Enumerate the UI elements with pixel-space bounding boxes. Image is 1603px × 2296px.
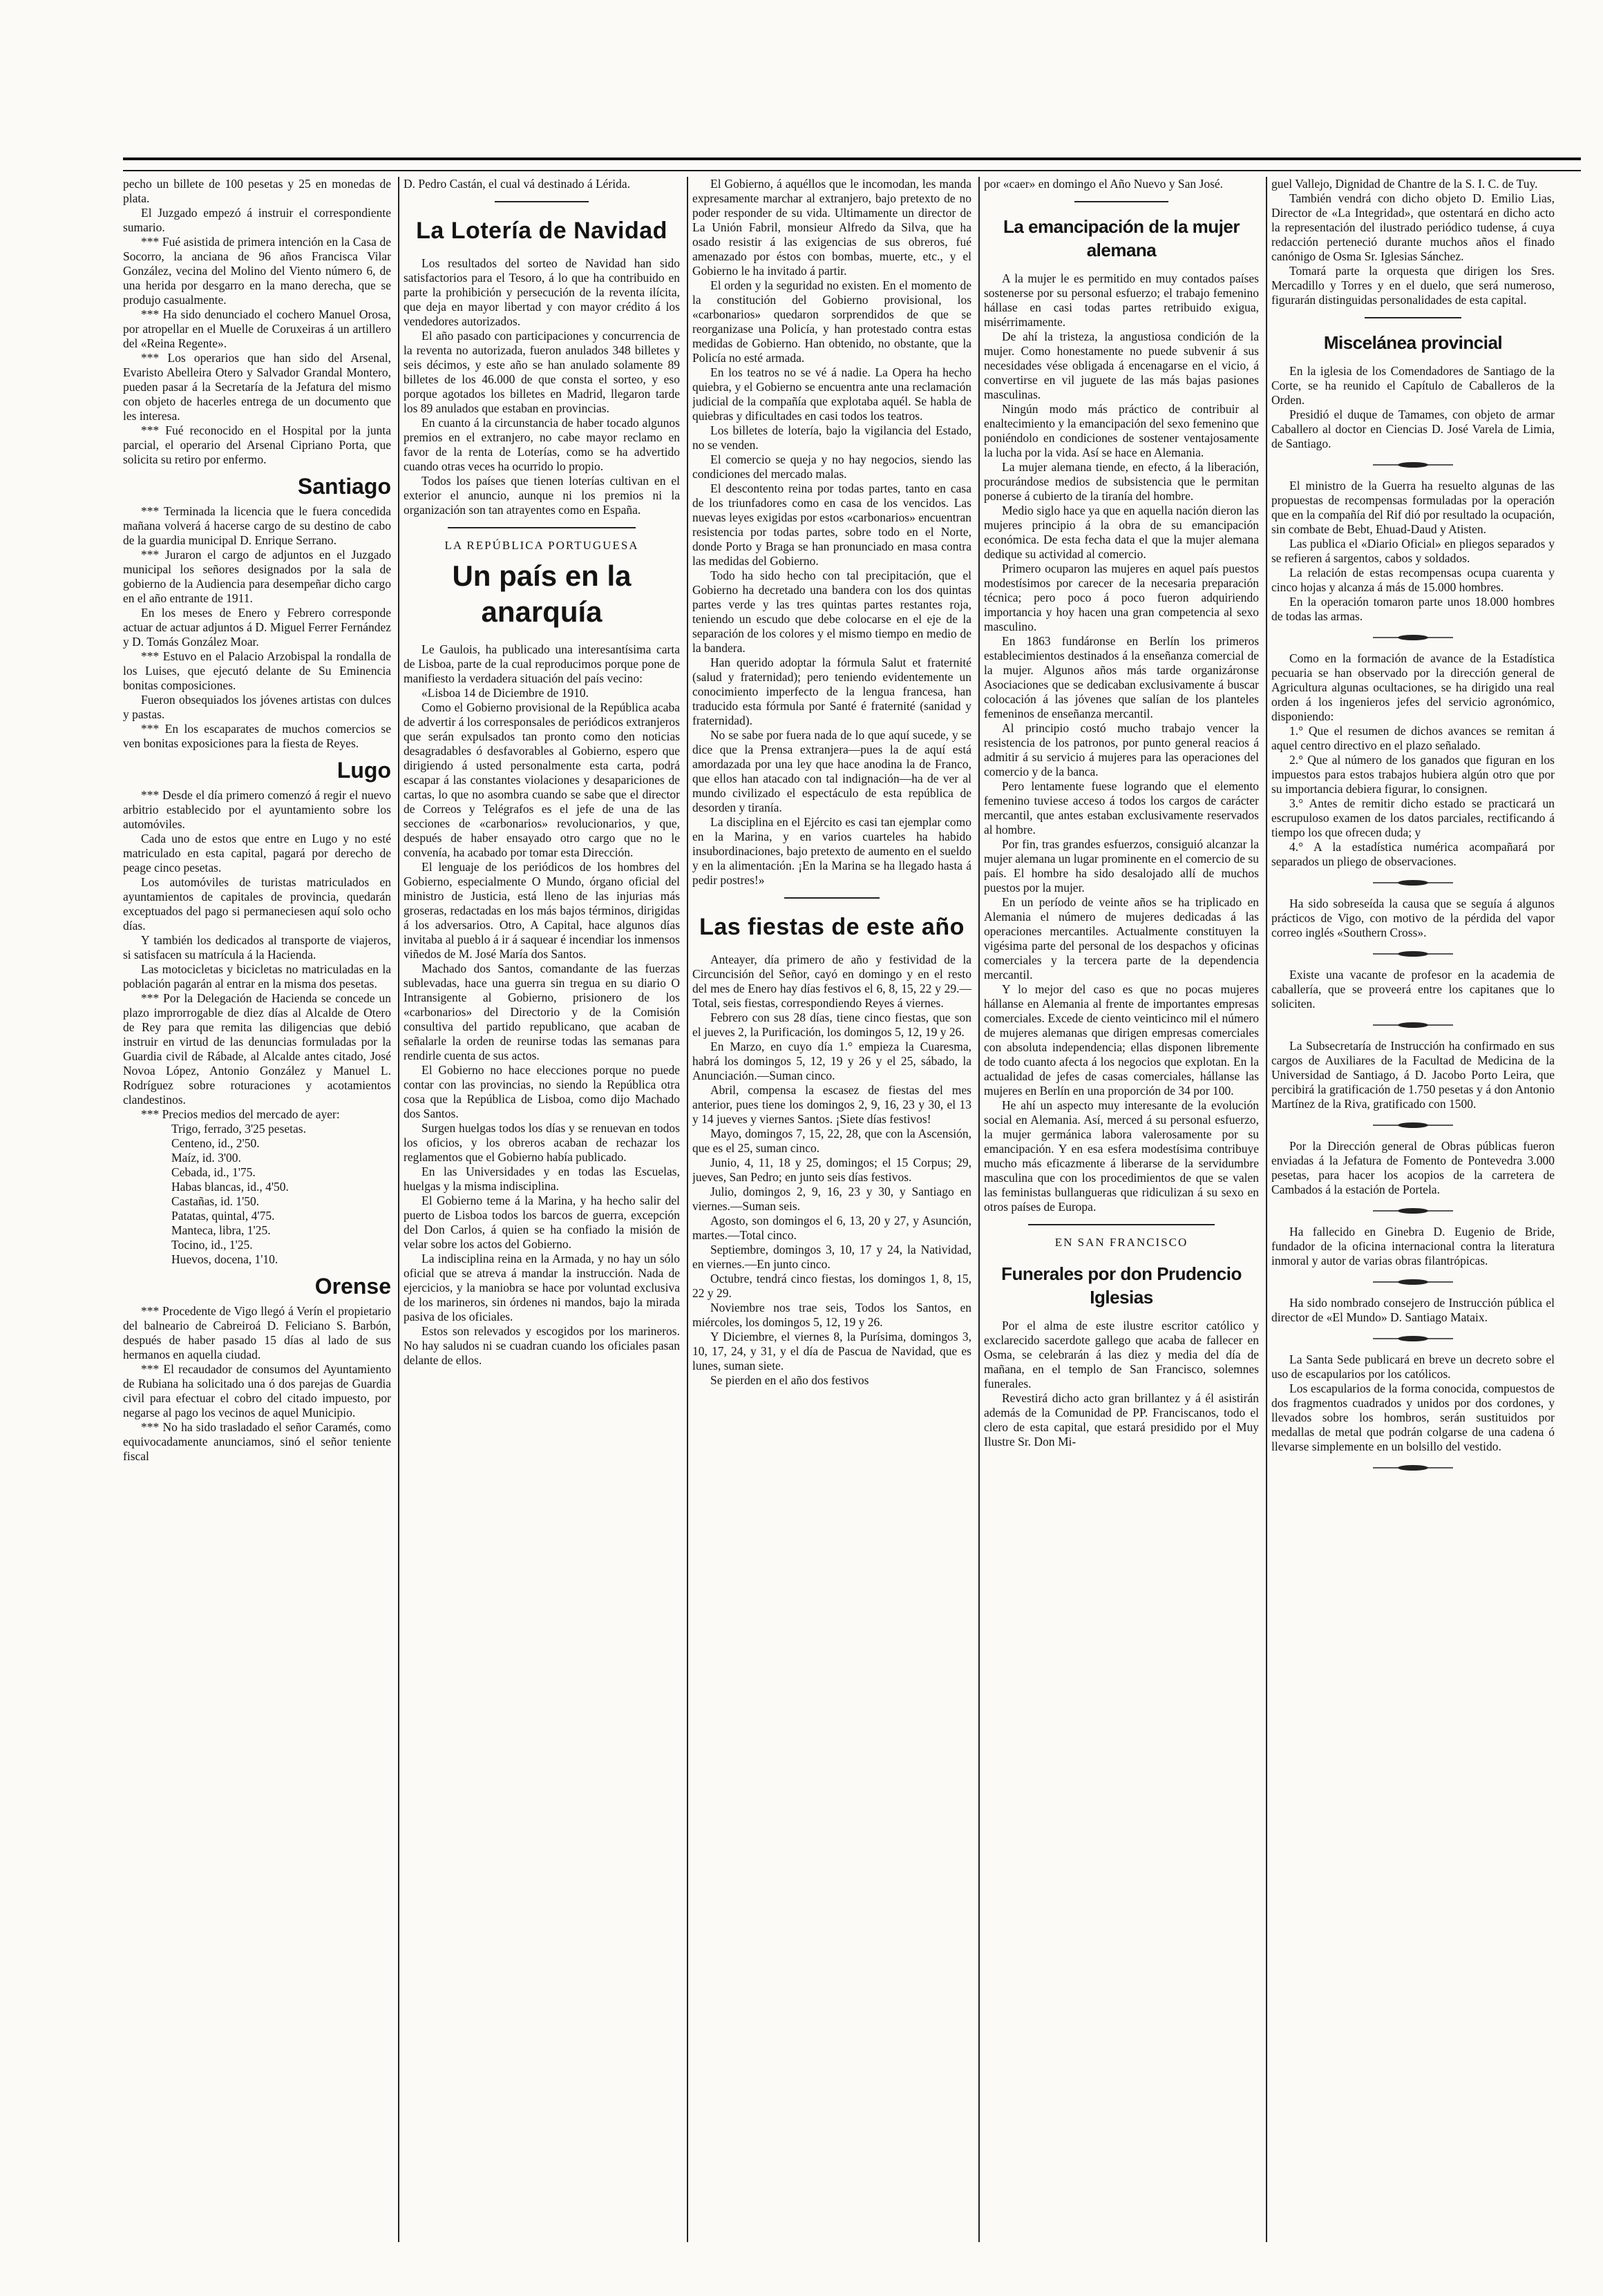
price-item: Maíz, id. 3'00. <box>171 1151 241 1165</box>
article-paragraph: guel Vallejo, Dignidad de Chantre de la S. I. C. de Tuy. <box>1271 177 1538 191</box>
price-item: Cebada, id., 1'75. <box>171 1165 256 1179</box>
article-paragraph: Ha fallecido en Ginebra D. Eugenio de Bride, fundador de la oficina internacional contra la literatura inmoral y autor de varias obras filantrópicas. <box>1271 1225 1555 1267</box>
article-paragraph: Como el Gobierno provisional de la República acaba de advertir á los corresponsales de periódicos extranjeros que serán expulsados tan pronto como den noticias desagradables ó desfavorables al Gobierno, espero que dirigiendo á usted personalmente esta carta, podrá escapar á las constantes violaciones y desapariciones de cartas, lo que no asombra cuando se sabe que el director de Correos y Telégrafos es el jefe de una de las secciones de «carbonarios» revolucionarios, y que, después de haber ensayado otro cargo que no le convenía, ha acabado por tomar esta Dirección. <box>404 700 680 859</box>
article-paragraph: La mujer alemana tiende, en efecto, á la liberación, procurándose medios de subsistencia que le permitan ponerse á cubierto de la tiranía del hombre. <box>984 460 1259 503</box>
news-item: *** No ha sido trasladado el señor Caramés, como equivocadamente anunciamos, sinó el señor teniente fiscal <box>123 1420 391 1463</box>
article-paragraph: 4.° A la estadística numérica acompañará por separados un pliego de observaciones. <box>1271 840 1555 868</box>
top-rule-thick <box>123 157 1581 160</box>
column-4 <box>984 177 1259 2256</box>
article-paragraph: Anteayer, día primero de año y festividad de la Circuncisión del Señor, cayó en domingo y en el resto del mes de Enero hay días festivos el 6, 8, 15, 22 y 29.—Total, seis fiestas, correspondiendo Reyes á viernes. <box>692 953 971 1010</box>
article-paragraph: Las motocicletas y bicicletas no matriculadas en la población pagarán al entrar en la misma dos pesetas. <box>123 962 391 991</box>
column-5 <box>1271 177 1555 2256</box>
article-paragraph: Existe una vacante de profesor en la academia de caballería, que se proveerá entre los capitanes que lo soliciten. <box>1271 968 1555 1011</box>
news-item: *** Procedente de Vigo llegó á Verín el propietario del balneario de Cabreiroá D. Feliciano S. Barbón, después de haber pasado 15 días al lado de sus hermanos en aquella ciudad. <box>123 1304 391 1361</box>
price-item: Trigo, ferrado, 3'25 pesetas. <box>171 1122 306 1136</box>
news-item: *** Fué reconocido en el Hospital por la junta parcial, el operario del Arsenal Cipriano Porta, que solicita su retiro por enfermo. <box>123 423 391 466</box>
price-item: Centeno, id., 2'50. <box>171 1136 260 1150</box>
article-paragraph: El Gobierno teme á la Marina, y ha hecho salir del puerto de Lisboa todos los barcos de guerra, excepción del Don Carlos, á quien se ha confiado la misión de velar sobre los actos del Gobierno. <box>404 1194 680 1251</box>
article-paragraph: En los meses de Enero y Febrero corresponde actuar de actuar adjuntos á D. Miguel Ferrer Fernández y D. Tomás González Moar. <box>123 606 391 649</box>
news-item: *** El recaudador de consumos del Ayuntamiento de Rubiana ha solicitado una ó dos parejas de Guardia civil para efectuar el cobro del citado impuesto, por negarse al pago los vecinos de aquel Municipio. <box>123 1362 391 1419</box>
article-paragraph: El descontento reina por todas partes, tanto en casa de los triunfadores como en casa de los vencidos. Las nuevas leyes exigidas por estos «carbonarios» encuentran resistencia por todas partes, sobre todo en el Norte, donde Porto y Braga se han pronunciado en masa contra las medidas del Gobierno. <box>692 481 971 568</box>
price-item: Castañas, id. 1'50. <box>171 1194 260 1208</box>
article-paragraph: Se pierden en el año dos festivos <box>710 1373 869 1387</box>
article-paragraph: Los resultados del sorteo de Navidad han sido satisfactorios para el Tesoro, á lo que ha contribuido en parte la prohibición y persecución de la reventa ilícita, que deja en mayor libertad y con mayor crédito á los vendedores autorizados. <box>404 256 680 328</box>
news-item: *** Estuvo en el Palacio Arzobispal la rondalla de los Luises, que ejecutó delante de Su Eminencia bonitas composiciones. <box>123 649 391 692</box>
news-item: *** Terminada la licencia que le fuera concedida mañana volverá á hacerse cargo de su destino de cabo de la guardia municipal D. Enrique Serrano. <box>123 504 391 547</box>
article-paragraph: En 1863 fundáronse en Berlín los primeros establecimientos destinados á la enseñanza comercial de la mujer. Algunos años más tarde organizáronse Asociaciones que se dedicaban exclusivamente á buscar colocación á las jóvenes que salían de los planteles femeninos de enseñanza mercantil. <box>984 634 1259 720</box>
article-paragraph: Surgen huelgas todos los días y se renuevan en todos los oficios, y los obreros acaban de rechazar los reglamentos que el Gobierno había publicado. <box>404 1121 680 1164</box>
article-paragraph: No se sabe por fuera nada de lo que aquí sucede, y se dice que la Prensa extranjera—pues la de aquí está amordazada por una ley que hace anodina la de Franco, que ellos han atacado con tal indignación—ha de ver al mundo civilizado el espectáculo de esta república de desorden y tiranía. <box>692 728 971 814</box>
article-paragraph: Agosto, son domingos el 6, 13, 20 y 27, y Asunción, martes.—Total cinco. <box>692 1214 971 1242</box>
news-item: *** Juraron el cargo de adjuntos en el Juzgado municipal los señores designados por la sala de gobierno de la Audiencia para desempeñar dicho cargo en el año entrante de 1911. <box>123 548 391 605</box>
article-paragraph: Julio, domingos 2, 9, 16, 23 y 30, y Santiago en viernes.—Suman seis. <box>692 1185 971 1213</box>
article-paragraph: Como en la formación de avance de la Estadística pecuaria se han observado por la dirección general de Agricultura algunas ocultaciones, se ha dirigido una real orden á los ingenieros jefes del servicio agronómico, disponiendo: <box>1271 651 1555 723</box>
article-paragraph: Al principio costó mucho trabajo vencer la resistencia de los patronos, por punto general reacios á admitir á su servicio á mujeres para las operaciones del comercio y de la banca. <box>984 721 1259 778</box>
article-paragraph: El Gobierno, á aquéllos que le incomodan, les manda expresamente marchar al extranjero, bajo pretexto de no poder responder de su vida. Ultimamente un director de La Unión Fabril, monsieur Alfredo da Silva, que ha osado resistir á las exigencias de sus obreros, fué amenazado por éstos con bombas, muerte, etc., y el Gobierno le ha invitado á partir. <box>692 177 971 278</box>
article-paragraph: 3.° Antes de remitir dicho estado se practicará un escrupuloso examen de los datos parciales, rectificando á tiempo los que ofrecen duda; y <box>1271 796 1555 839</box>
article-paragraph: Y Diciembre, el viernes 8, la Purísima, domingos 3, 10, 17, 24, y 31, y el día de Pascua de Navidad, que es lunes, suman siete. <box>692 1330 971 1372</box>
article-paragraph: En los teatros no se vé á nadie. La Opera ha hecho quiebra, y el Gobierno se encuentra ante una reclamación judicial de la compañía que explotaba aquél. Se habla de quiebras y dificultades en casi todos los teatros. <box>692 365 971 423</box>
ornament-divider-icon <box>1372 879 1454 887</box>
top-rule-thin <box>123 170 1581 171</box>
ornament-divider-icon <box>1372 1121 1454 1129</box>
letter-dateline: «Lisboa 14 de Diciembre de 1910. <box>421 686 589 700</box>
column-1 <box>123 177 391 2256</box>
price-item: Patatas, quintal, 4'75. <box>171 1209 275 1223</box>
article-paragraph: Y también los dedicados al transporte de viajeros, si satisfacen su matrícula á la Hacienda. <box>123 933 391 962</box>
market-price-list <box>123 1122 391 1267</box>
news-item: *** Los operarios que han sido del Arsenal, Evaristo Abelleira Otero y Salvador Grandal Montero, pueden pasar á la Secretaría de la Jefatura del mismo con objeto de hacerles entrega de un documento que les interesa. <box>123 351 391 423</box>
news-item: *** Ha sido denunciado el cochero Manuel Orosa, por atropellar en el Muelle de Coruxeiras á un artillero del «Reina Regente». <box>123 307 391 350</box>
separator-rule <box>1074 201 1168 202</box>
article-paragraph: En cuanto á la circunstancia de haber tocado algunos premios en el extranjero, no cabe mayor reclamo en favor de la renta de Loterías, como se ha advertido cuando otras veces ha ocurrido lo propio. <box>404 416 680 473</box>
headline-miscelanea: Miscelánea provincial <box>1323 332 1503 353</box>
article-paragraph: He ahí un aspecto muy interesante de la evolución social en Alemania. Así, merced á su personal esfuerzo, la mujer germánica labora valerosamente por su emancipación. Y en esa esfera modestísima contribuye mucho más eficazmente á liberarse de la servidumbre masculina que con los procedimientos de que se valen las feministas bullangueras que ridiculizan á su sexo en otros países de Europa. <box>984 1098 1259 1214</box>
column-divider <box>1266 177 1267 2242</box>
article-paragraph: Pero lentamente fuese logrando que el elemento femenino tuviese acceso á todos los cargos de carácter mercantil, que antes estaban exclusivamente reservados al hombre. <box>984 779 1259 836</box>
article-paragraph: Los escapularios de la forma conocida, compuestos de dos fragmentos cuadrados y unidos por dos cordones, y llevados sobre los hombros, serán sustituidos por medallas de metal que podrán colgarse de una cadena ó llevarse simplemente en un bolsillo del vestido. <box>1271 1381 1555 1453</box>
article-paragraph: pecho un billete de 100 pesetas y 25 en monedas de plata. <box>123 177 391 205</box>
price-item: Habas blancas, id., 4'50. <box>171 1180 289 1194</box>
news-item: *** Precios medios del mercado de ayer: <box>141 1107 340 1121</box>
news-item: *** Desde el día primero comenzó á regir el nuevo arbitrio establecido por el ayuntamiento sobre los automóviles. <box>123 788 391 831</box>
article-paragraph: El lenguaje de los periódicos de los hombres del Gobierno, especialmente O Mundo, órgano oficial del ministro de Justicia, está lleno de las injurias más groseras, redactadas en los más bajos términos, dirigidas á los adversarios. Otro, A Capital, hace algunos días invitaba al pueblo á ir á saquear é incendiar los inmensos viñedos de M. José María dos Santos. <box>404 860 680 961</box>
article-paragraph: Por fin, tras grandes esfuerzos, consiguió alcanzar la mujer alemana un lugar prominente en el comercio de su país. El hombre ha sido desalojado allí de muchos puestos por la mujer. <box>984 837 1259 895</box>
article-paragraph: El orden y la seguridad no existen. En el momento de la constitución del Gobierno provisional, los «carbonarios» quedaron sorprendidos de que se reorganizase una Policía, y han protestado contra estas medidas de Gobierno. Han obtenido, no obstante, que la Policía no esté armada. <box>692 278 971 365</box>
news-item: *** En los escaparates de muchos comercios se ven bonitas exposiciones para la fiesta de Reyes. <box>123 722 391 750</box>
article-paragraph: 1.° Que el resumen de dichos avances se remitan á aquel centro directivo en el plazo señalado. <box>1271 724 1555 752</box>
headline-fiestas: Las fiestas de este año <box>699 914 965 940</box>
article-paragraph: El año pasado con participaciones y concurrencia de la reventa no autorizada, fueron anulados 348 billetes y seis décimos, y este año se han anulado solamente 89 billetes de los 46.000 de que consta el sorteo, y eso porque agotados los billetes en Madrid, llegaron tarde los 89 anulados que estaban en provincias. <box>404 329 680 415</box>
article-paragraph: Octubre, tendrá cinco fiestas, los domingos 1, 8, 15, 22 y 29. <box>692 1272 971 1300</box>
price-item: Huevos, docena, 1'10. <box>171 1252 278 1266</box>
column-divider <box>398 177 399 2242</box>
price-item: Manteca, libra, 1'25. <box>171 1223 271 1237</box>
section-heading-lugo: Lugo <box>336 758 391 783</box>
article-paragraph: Machado dos Santos, comandante de las fuerzas sublevadas, hace una guerra sin tregua en su diario O Intransigente al Gobierno, prisionero de los «carbonarios» del Directorio y de la Comisión consultiva del partido republicano, que acaban de señalarle la orden de reunirse todas las semanas para rendirle cuenta de sus actos. <box>404 962 680 1062</box>
article-paragraph: Todo ha sido hecho con tal precipitación, que el Gobierno ha decretado una bandera con los dos quintas partes verde y las tres quintas partes restantes roja, teniendo un escudo que debe colocarse en el eje de la separación de los colores y el mismo tiempo en medio de la bandera. <box>692 568 971 655</box>
article-paragraph: Revestirá dicho acto gran brillantez y á él asistirán además de la Comunidad de PP. Franciscanos, todo el clero de esta capital, que estará presidido por el Muy Ilustre Sr. Don Mi- <box>984 1391 1259 1448</box>
article-paragraph: Mayo, domingos 7, 15, 22, 28, que con la Ascensión, que es el 25, suman cinco. <box>692 1127 971 1155</box>
article-paragraph: Y lo mejor del caso es que no pocas mujeres hállanse en Alemania al frente de importantes empresas comerciales. Excede de ciento veinticinco mil el número de mujeres alemanas que dirigen empresas comerciales con absoluta independencia; ellas disponen libremente de todo cuanto afecta á los negocios que explotan. En la actualidad de jefes de casas comerciales, hállanse las mujeres en Berlín en una proporción de 34 por 100. <box>984 982 1259 1098</box>
article-paragraph: Septiembre, domingos 3, 10, 17 y 24, la Natividad, en viernes.—En junto cinco. <box>692 1243 971 1271</box>
article-paragraph: Ha sido sobreseída la causa que se seguía á algunos prácticos de Vigo, con motivo de la pérdida del vapor correo inglés «Southern Cross». <box>1271 897 1555 939</box>
article-paragraph: Por el alma de este ilustre escritor católico y exclarecido sacerdote gallego que acaba de fallecer en Osma, se celebrarán á las diez y media del día de mañana, en el templo de San Francisco, solemnes funerales. <box>984 1319 1259 1390</box>
article-paragraph: Ha sido nombrado consejero de Instrucción pública el director de «El Mundo» D. Santiago Mataix. <box>1271 1296 1555 1324</box>
column-divider <box>978 177 980 2242</box>
article-paragraph: Por la Dirección general de Obras públicas fueron enviadas á la Jefatura de Fomento de Pontevedra 3.000 pesetas, para hacer los acopios de la carretera de Cambados á la estación de Portela. <box>1271 1139 1555 1196</box>
article-paragraph: De ahí la tristeza, la angustiosa condición de la mujer. Como honestamente no puede subvenir á sus necesidades vése obligada á encenagarse en el vicio, á convertirse en vil juguete de las más bajas pasiones masculinas. <box>984 329 1259 401</box>
headline-funerales: Funerales por don Prudencio Iglesias <box>1001 1263 1242 1308</box>
headline-mujer-alemana: La emancipación de la mujer alemana <box>1003 216 1240 260</box>
ornament-divider-icon <box>1372 1464 1454 1472</box>
article-paragraph: Todos los países que tienen loterías cultivan en el exterior el anuncio, aunque ni los premios ni la organización son tan atrayentes como en España. <box>404 474 680 517</box>
article-paragraph: También vendrá con dicho objeto D. Emilio Lias, Director de «La Integridad», que ostentará en dicho acto la representación del ilustrado periódico tudense, á cuya redacción perteneció durante muchos años el finado canónigo de Osma Sr. Iglesias Sánchez. <box>1271 191 1555 263</box>
ornament-divider-icon <box>1372 633 1454 642</box>
ornament-divider-icon <box>1372 1021 1454 1029</box>
ornament-divider-icon <box>1372 1207 1454 1215</box>
separator-rule <box>784 897 879 899</box>
article-paragraph: La Santa Sede publicará en breve un decreto sobre el uso de escapularios por los católicos. <box>1271 1352 1555 1381</box>
section-label-san-francisco: EN SAN FRANCISCO <box>1054 1236 1188 1249</box>
ornament-divider-icon <box>1372 950 1454 958</box>
article-paragraph: En la operación tomaron parte unos 18.000 hombres de todas las armas. <box>1271 595 1555 623</box>
section-heading-orense: Orense <box>314 1274 391 1299</box>
article-paragraph: El Gobierno no hace elecciones porque no puede contar con las provincias, no siendo la República otra cosa que la República de Lisboa, como dijo Machado dos Santos. <box>404 1063 680 1120</box>
article-paragraph: Estos son relevados y escogidos por los marineros. No hay saludos ni se cuadran cuando los oficiales pasan delante de ellos. <box>404 1324 680 1367</box>
article-paragraph: 2.° Que al número de los ganados que figuran en los impuestos para estos trabajos hubiera algún otro que por su importancia debiera figurar, lo consignen. <box>1271 753 1555 796</box>
section-label-republica: LA REPÚBLICA PORTUGUESA <box>444 539 639 552</box>
article-paragraph: La disciplina en el Ejército es casi tan ejemplar como en la Marina, y en varios cuarteles ha habido insubordinaciones, bajo pretexto de aumento en el sueldo y en la alimentación. ¡En la Marina se ha llegado hasta á pedir postres!» <box>692 815 971 887</box>
article-paragraph: Las publica el «Diario Oficial» en pliegos separados y se refieren á sargentos, cabos y soldados. <box>1271 537 1555 565</box>
article-paragraph: La relación de estas recompensas ocupa cuarenta y cinco hojas y alcanza á más de 15.000 hombres. <box>1271 566 1555 594</box>
article-paragraph: por «caer» en domingo el Año Nuevo y San José. <box>984 177 1224 191</box>
article-paragraph: Febrero con sus 28 días, tiene cinco fiestas, que son el jueves 2, la Purificación, los domingos 5, 12, 19 y 26. <box>692 1011 971 1039</box>
article-paragraph: D. Pedro Castán, el cual vá destinado á Lérida. <box>404 177 631 191</box>
separator-rule <box>495 201 589 202</box>
article-paragraph: Ningún modo más práctico de contribuir al enaltecimiento y la emancipación del sexo femenino que poniéndolo en condiciones de sostener ventajosamente la lucha por la vida. Así se hace en Alemania. <box>984 402 1259 459</box>
separator-rule <box>448 527 636 528</box>
article-paragraph: En un período de veinte años se ha triplicado en Alemania el número de mujeres dedicadas á las operaciones mercantiles. Actualmente constituyen la vigésima parte del personal de los despachos y oficinas comerciales y la tercera parte de la dependencia mercantil. <box>984 895 1259 982</box>
column-3 <box>692 177 971 2256</box>
article-paragraph: Los billetes de lotería, bajo la vigilancia del Estado, no se venden. <box>692 423 971 452</box>
headline-loteria: La Lotería de Navidad <box>416 218 667 244</box>
section-heading-santiago: Santiago <box>297 474 391 499</box>
article-paragraph: Presidió el duque de Tamames, con objeto de armar Caballero al doctor en Ciencias D. José Varela de Limia, de Santiago. <box>1271 408 1555 450</box>
article-paragraph: La indisciplina reina en la Armada, y no hay un sólo oficial que se atreva á mandar la instrucción. Nada de ejercicios, y la maniobra se hace por voluntad exclusiva de los marineros, sin órdenes ni mandos, bajo la mirada pasiva de los oficiales. <box>404 1252 680 1323</box>
article-paragraph: Han querido adoptar la fórmula Salut et fraternité (salud y fraternidad); pero teniendo evidentemente un conocimiento imperfecto de la lengua francesa, han traducido esta fórmula por Santé é fraternité (sanidad y fraternidad). <box>692 656 971 727</box>
separator-rule <box>1365 317 1461 318</box>
article-paragraph: Primero ocuparon las mujeres en aquel país puestos modestísimos por carecer de la necesaria preparación técnica; pero poco á poco fueron adquiriendo importancia y hoy hacen una gran competencia al sexo masculino. <box>984 562 1259 633</box>
article-paragraph: En las Universidades y en todas las Escuelas, huelgas y la misma indisciplina. <box>404 1165 680 1193</box>
article-paragraph: Cada uno de estos que entre en Lugo y no esté matriculado en esta capital, pagará por derecho de peage cinco pesetas. <box>123 832 391 874</box>
article-paragraph: La Subsecretaría de Instrucción ha confirmado en sus cargos de Auxiliares de la Facultad de Medicina de la Universidad de Santiago, á D. Jacobo Porto Leira, que percibirá la gratificación de 1.750 pesetas y á don Antonio Martínez de la Riva, gratificado con 1500. <box>1271 1039 1555 1111</box>
article-paragraph: Tomará parte la orquesta que dirigen los Sres. Mercadillo y Torres y en el duelo, que será numeroso, figurarán distinguidas personalidades de esta capital. <box>1271 264 1555 307</box>
article-paragraph: Medio siglo hace ya que en aquella nación dieron las mujeres principio á la obra de su emancipación económica. De esta fecha data el que la mujer alemana dedique su actividad al comercio. <box>984 504 1259 561</box>
news-item: *** Fué asistida de primera intención en la Casa de Socorro, la anciana de 96 años Francisca Vilar González, vecina del Molino del Viento número 6, de una herida por desgarro en la mano derecha, que se produjo casualmente. <box>123 235 391 307</box>
price-item: Tocino, id., 1'25. <box>171 1238 253 1252</box>
separator-rule <box>1028 1224 1215 1225</box>
article-paragraph: Fueron obsequiados los jóvenes artistas con dulces y pastas. <box>123 693 391 721</box>
column-divider <box>687 177 688 2242</box>
article-paragraph: En la iglesia de los Comendadores de Santiago de la Corte, se ha reunido el Capítulo de Caballeros de la Orden. <box>1271 364 1555 407</box>
ornament-divider-icon <box>1372 461 1454 469</box>
ornament-divider-icon <box>1372 1334 1454 1343</box>
article-paragraph: En Marzo, en cuyo día 1.° empieza la Cuaresma, habrá los domingos 5, 12, 19 y 26 y el 25, sábado, la Anunciación.—Suman cinco. <box>692 1040 971 1082</box>
article-paragraph: Los automóviles de turistas matriculados en ayuntamientos de capitales de provincia, quedarán exceptuados del pago si permaneciesen aquí solo ocho días. <box>123 875 391 932</box>
column-2 <box>404 177 680 2256</box>
news-item: *** Por la Delegación de Hacienda se concede un plazo improrrogable de diez días al Alcalde de Otero de Rey para que remita las diligencias que debió instruir en virtud de las denuncias formuladas por la Guardia civil de Rábade, al Alcalde antes citado, José Novoa López, Antonio González y Manuel L. Rodríguez sobre roturaciones y acotamientos clandestinos. <box>123 991 391 1107</box>
article-paragraph: Junio, 4, 11, 18 y 25, domingos; el 15 Corpus; 29, jueves, San Pedro; en junto seis días festivos. <box>692 1156 971 1184</box>
ornament-divider-icon <box>1372 1278 1454 1286</box>
article-paragraph: Le Gaulois, ha publicado una interesantísima carta de Lisboa, parte de la cual reproducimos porque pone de manifiesto la verdadera situación del país vecino: <box>404 642 680 685</box>
headline-anarquia: Un país en la anarquía <box>452 559 632 628</box>
article-paragraph: Noviembre nos trae seis, Todos los Santos, en miércoles, los domingos 5, 12, 19 y 26. <box>692 1301 971 1329</box>
article-paragraph: El comercio se queja y no hay negocios, siendo las condiciones del mercado malas. <box>692 452 971 481</box>
article-paragraph: A la mujer le es permitido en muy contados países sostenerse por su personal esfuerzo; el trabajo femenino hállase en casi todas partes retribuido exigua, misérrimamente. <box>984 271 1259 329</box>
article-paragraph: El ministro de la Guerra ha resuelto algunas de las propuestas de recompensas formuladas por la operación que en la compañía del Rif dió por resultado la ocupación, sin combate de Bebt, Ehuad-Daud y Atisten. <box>1271 479 1555 536</box>
article-paragraph: Abril, compensa la escasez de fiestas del mes anterior, pues tiene los domingos 2, 9, 16, 23 y 30, el 13 y 14 jueves y viernes Santos. ¡Siete días festivos! <box>692 1083 971 1126</box>
article-paragraph: El Juzgado empezó á instruir el correspondiente sumario. <box>123 206 391 234</box>
